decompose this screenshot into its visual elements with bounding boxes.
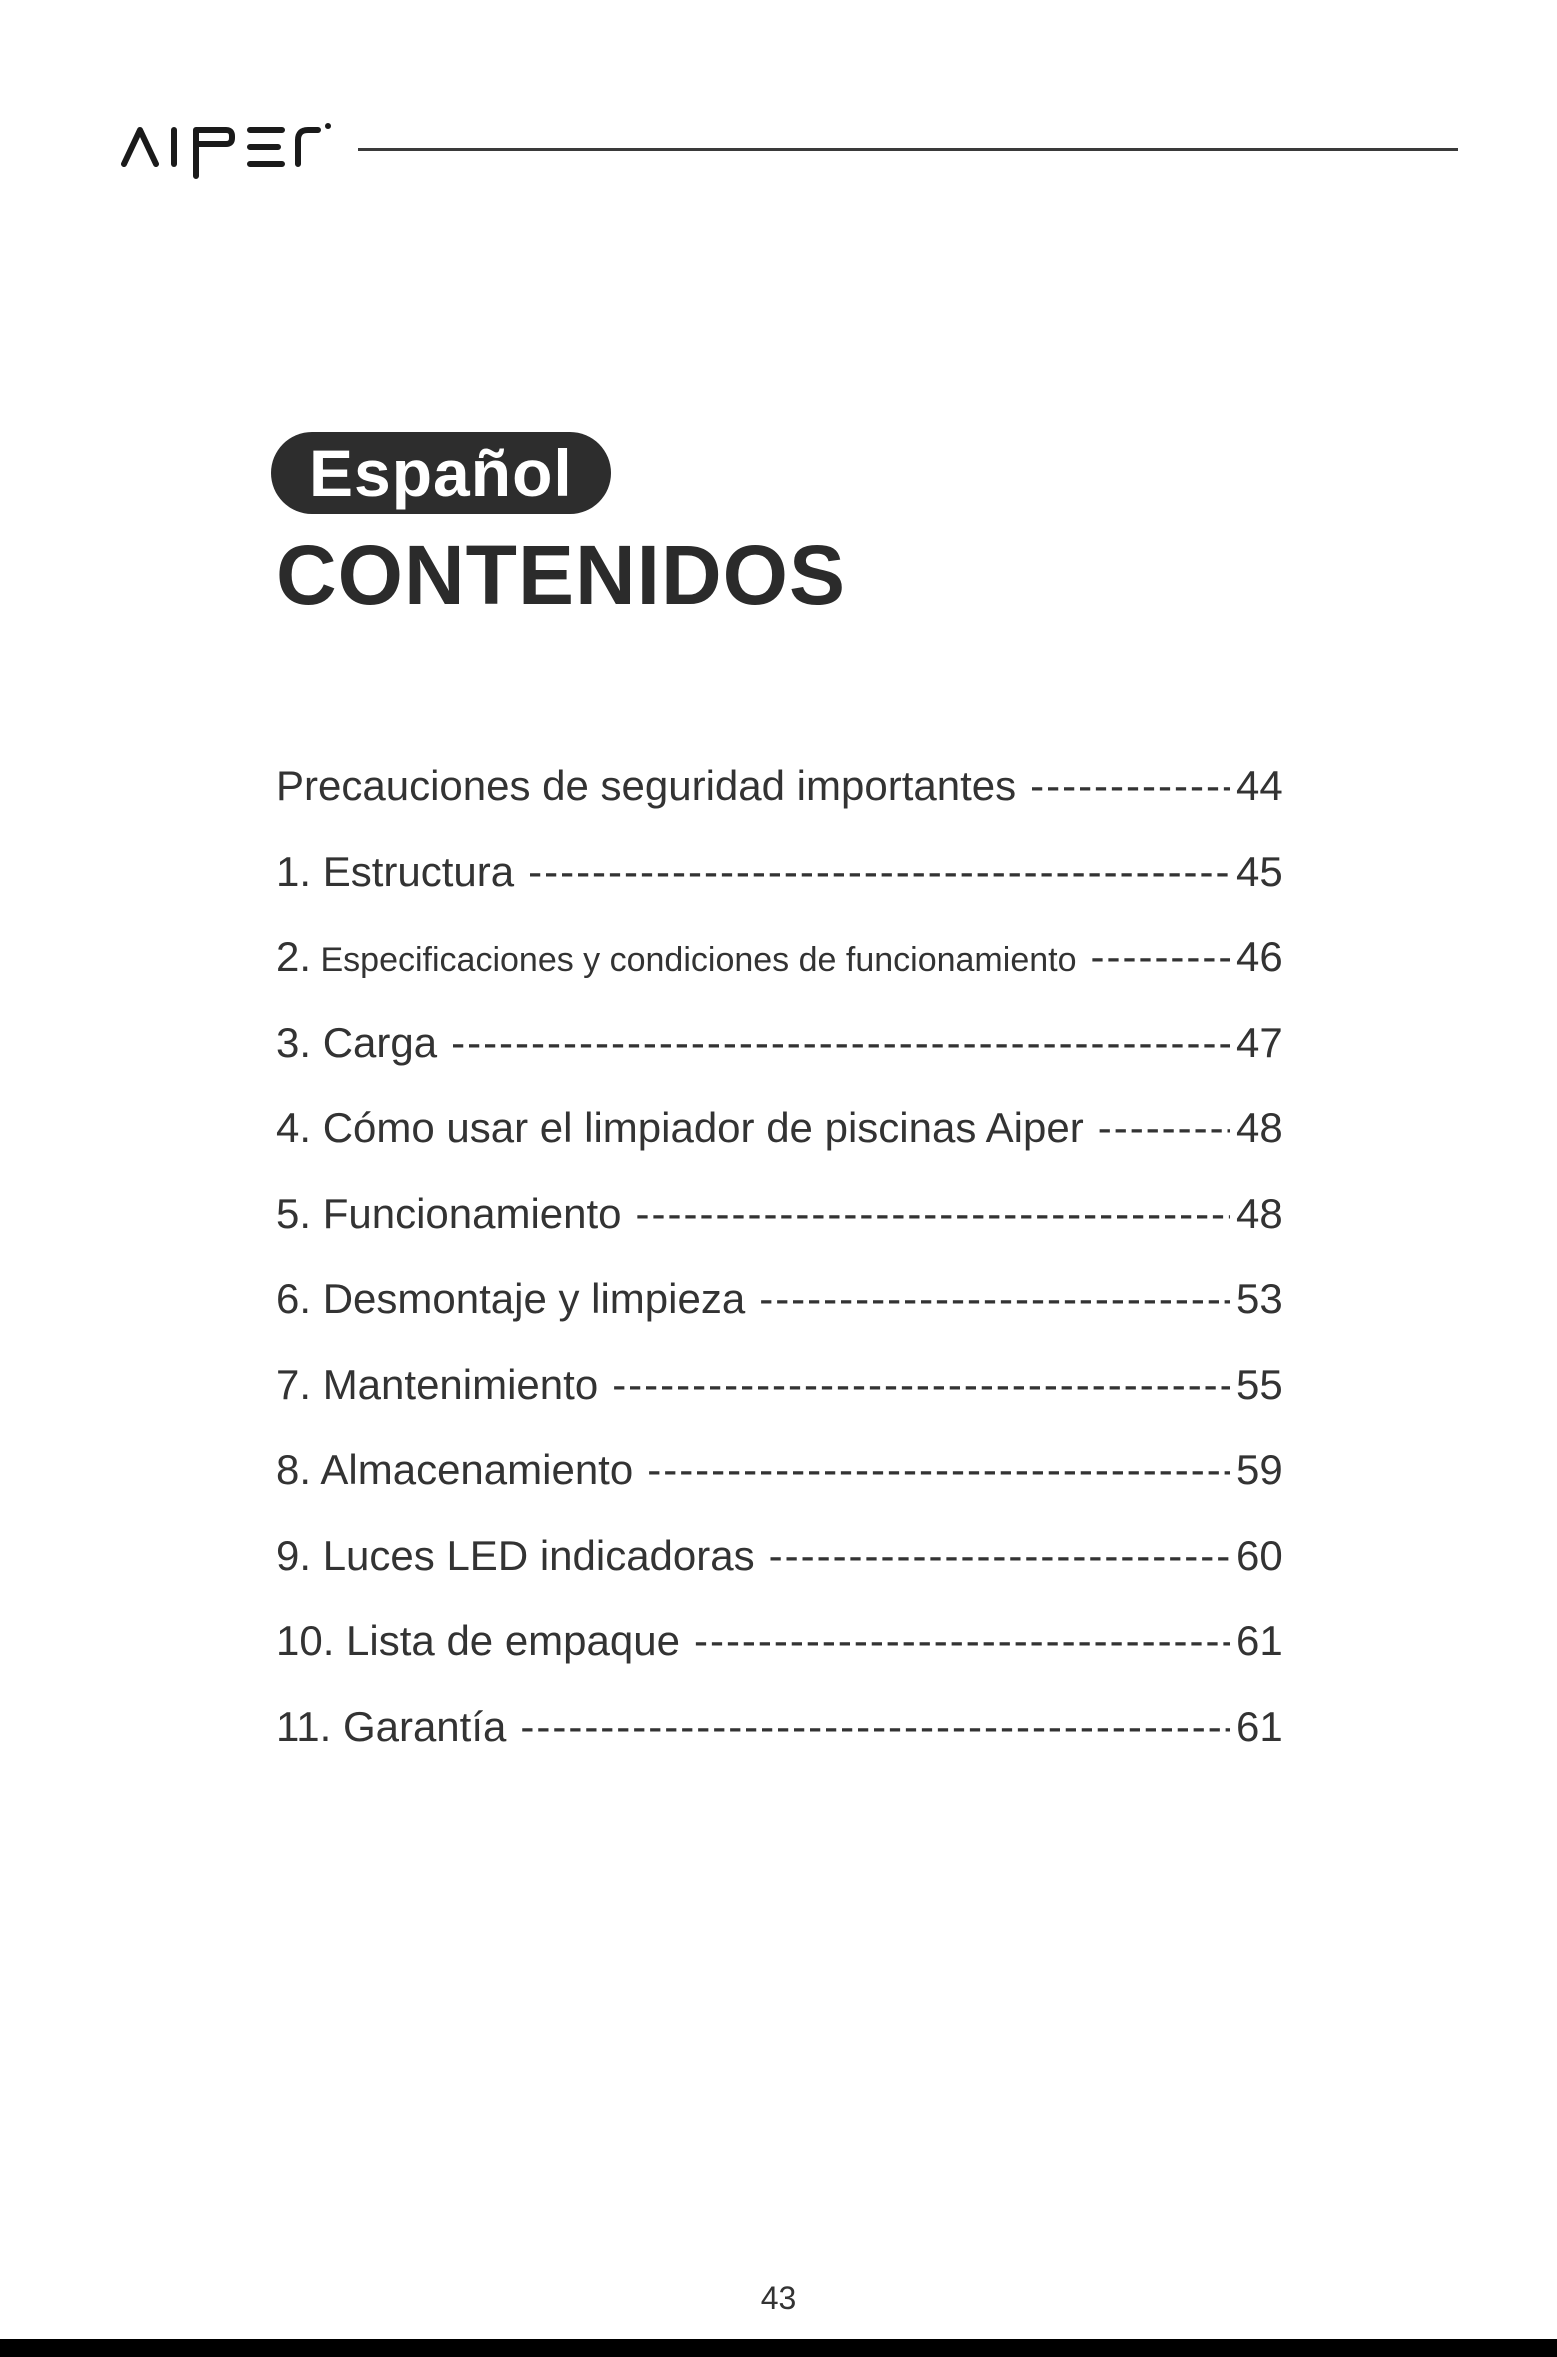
toc-dot-leader <box>636 1184 1230 1244</box>
toc-entry-text: Especificaciones y condiciones de funcionamiento <box>320 941 1077 979</box>
toc-entry-label: 10. Lista de empaque <box>276 1617 680 1664</box>
toc-entry[interactable] <box>276 1355 1296 1441</box>
toc-entry-page: 59 <box>1236 1446 1283 1493</box>
aiper-logo <box>118 112 333 182</box>
toc-entry[interactable] <box>276 1013 1296 1099</box>
toc-entry-page: 45 <box>1236 847 1283 895</box>
toc-entry-page: 61 <box>1236 1702 1283 1750</box>
toc-entry-page: 60 <box>1236 1531 1283 1579</box>
toc-entry-label: 1. Estructura <box>276 847 515 895</box>
toc-entry[interactable] <box>276 1098 1296 1184</box>
toc-dot-leader <box>528 842 1230 902</box>
toc-entry[interactable] <box>276 842 1296 928</box>
toc-entry-label <box>276 927 1091 990</box>
toc-dot-leader <box>1030 756 1230 816</box>
toc-entry-page: 53 <box>1236 1275 1283 1322</box>
toc-dot-leader <box>694 1611 1230 1671</box>
page-number: 43 <box>760 2280 797 2316</box>
header-divider <box>358 148 1458 151</box>
page-title: CONTENIDOS <box>276 528 847 622</box>
toc-entry-label: 6. Desmontaje y limpieza <box>276 1275 746 1322</box>
toc-entry-label: 3. Carga <box>276 1018 438 1066</box>
toc-entry-label: 8. Almacenamiento <box>276 1446 634 1493</box>
toc-entry[interactable] <box>276 927 1296 1013</box>
toc-dot-leader <box>520 1697 1230 1757</box>
table-of-contents <box>276 756 1296 1782</box>
toc-entry-label: 4. Cómo usar el limpiador de piscinas Aiper <box>276 1104 1084 1151</box>
toc-dot-leader <box>451 1013 1230 1073</box>
toc-dot-leader <box>612 1355 1230 1415</box>
bottom-edge-bar <box>0 2339 1557 2357</box>
language-badge: Español <box>271 432 611 514</box>
toc-dot-leader <box>1098 1098 1230 1158</box>
toc-entry-label: Precauciones de seguridad importantes <box>276 762 1017 809</box>
toc-entry-page: 48 <box>1236 1104 1283 1151</box>
toc-entry-page: 46 <box>1236 933 1283 980</box>
toc-entry-label: 11. Garantía <box>276 1702 507 1750</box>
toc-entry[interactable] <box>276 1269 1296 1355</box>
toc-entry-label: 5. Funcionamiento <box>276 1189 622 1237</box>
toc-dot-leader <box>647 1440 1230 1500</box>
toc-entry-page: 61 <box>1236 1617 1283 1664</box>
toc-entry[interactable] <box>276 1697 1296 1783</box>
toc-dot-leader <box>1091 927 1231 987</box>
toc-entry-page: 55 <box>1236 1360 1283 1408</box>
toc-entry-number: 2. <box>276 933 312 980</box>
toc-entry[interactable] <box>276 1440 1296 1526</box>
toc-entry-label: 9. Luces LED indicadoras <box>276 1531 755 1579</box>
toc-entry[interactable] <box>276 1611 1296 1697</box>
toc-entry[interactable] <box>276 1526 1296 1612</box>
toc-entry-label: 7. Mantenimiento <box>276 1360 599 1408</box>
toc-dot-leader <box>759 1269 1230 1329</box>
toc-entry[interactable] <box>276 756 1296 842</box>
toc-entry[interactable] <box>276 1184 1296 1270</box>
page-header <box>118 112 1458 182</box>
toc-dot-leader <box>769 1526 1230 1586</box>
toc-entry-page: 48 <box>1236 1189 1283 1237</box>
toc-entry-page: 44 <box>1236 762 1283 809</box>
toc-entry-page: 47 <box>1236 1018 1283 1066</box>
